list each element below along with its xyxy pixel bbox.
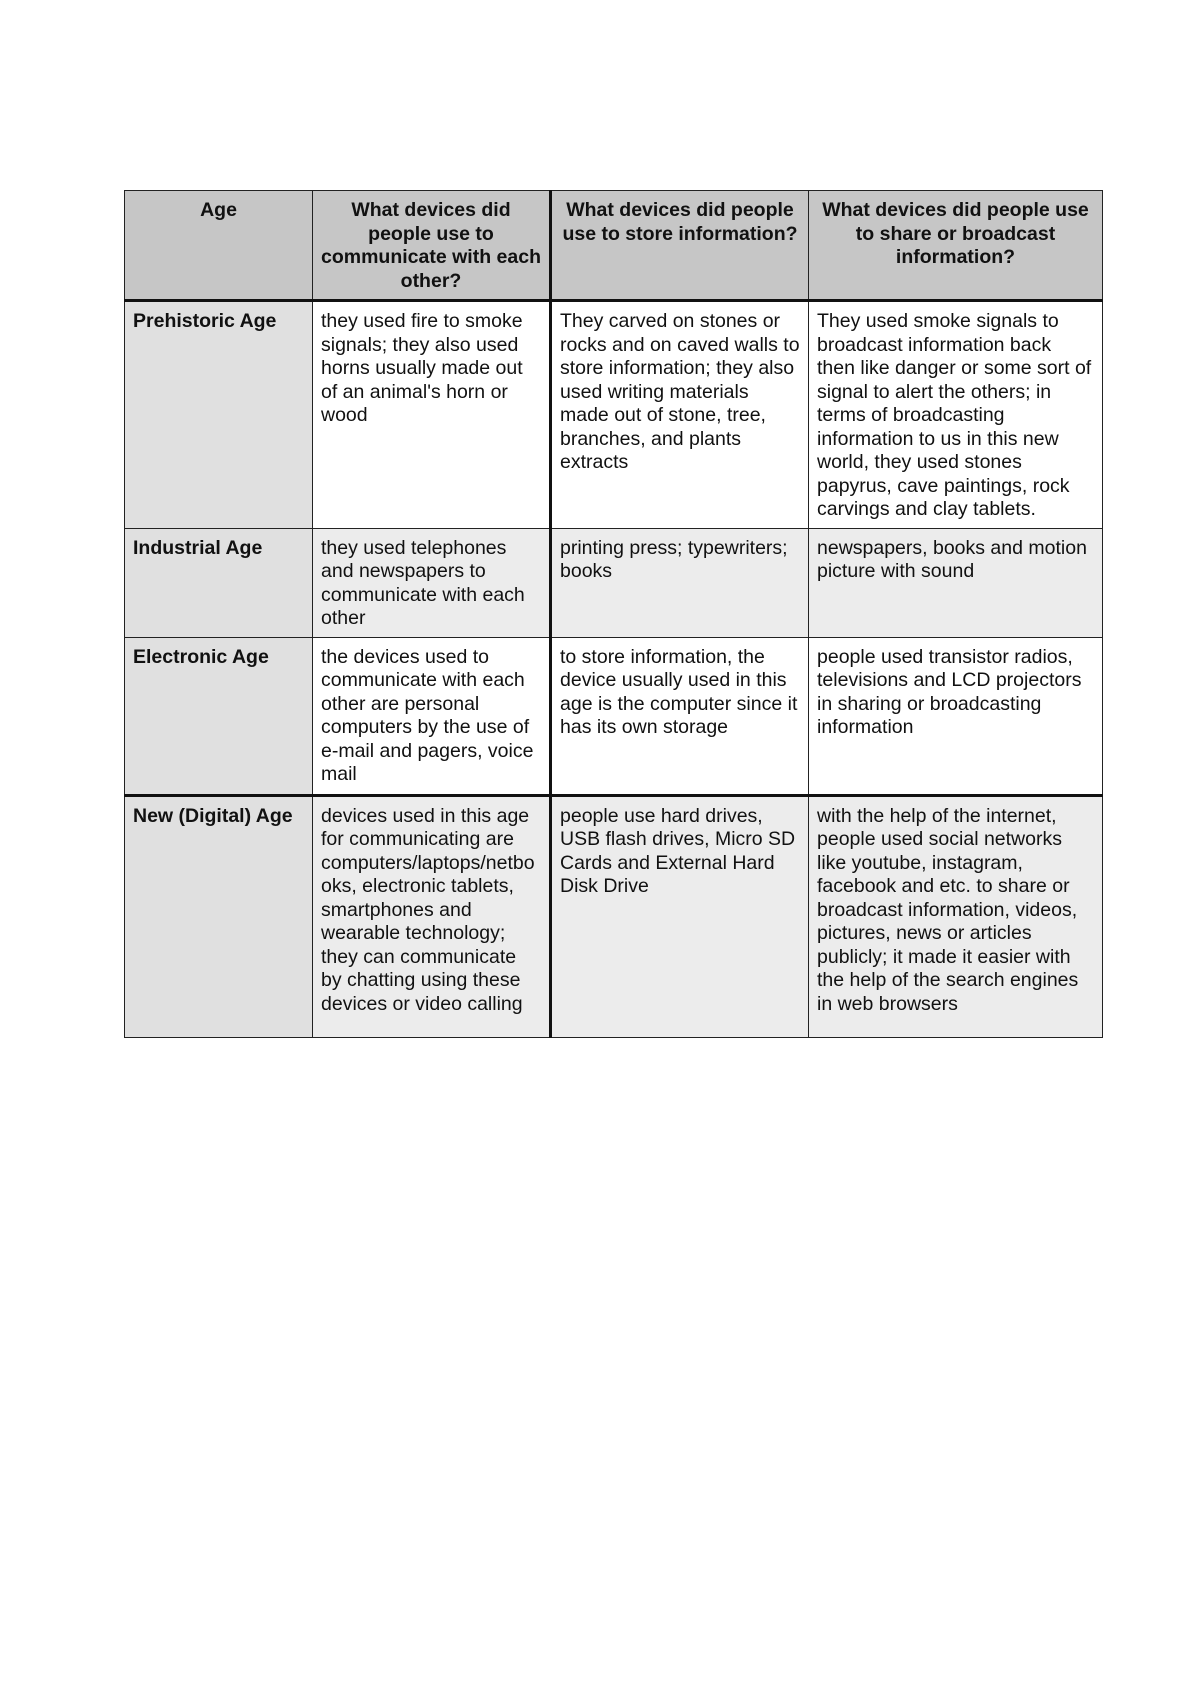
row-age-label: New (Digital) Age: [125, 795, 313, 1037]
table-row: [125, 301, 1103, 529]
cell-store: to store information, the device usually used in this age is the computer since it has its own storage: [551, 637, 809, 795]
cell-communicate: they used fire to smoke signals; they also used horns usually made out of an animal's horn or wood: [313, 301, 551, 529]
header-store: What devices did people use to store information?: [551, 191, 809, 301]
cell-communicate: the devices used to communicate with each other are personal computers by the use of e-mail and pagers, voice mail: [313, 637, 551, 795]
cell-share: people used transistor radios, televisions and LCD projectors in sharing or broadcasting information: [809, 637, 1103, 795]
row-age-label: Prehistoric Age: [125, 301, 313, 529]
cell-communicate: they used telephones and newspapers to communicate with each other: [313, 528, 551, 637]
table-header-row: [125, 191, 1103, 301]
header-share: What devices did people use to share or broadcast information?: [809, 191, 1103, 301]
devices-by-age-table: [124, 190, 1103, 1038]
cell-share: newspapers, books and motion picture with sound: [809, 528, 1103, 637]
row-age-label: Industrial Age: [125, 528, 313, 637]
cell-share: They used smoke signals to broadcast information back then like danger or some sort of signal to alert the others; in terms of broadcasting information to us in this new world, they used stones papyrus, cave paintings, rock carvings and clay tablets.: [809, 301, 1103, 529]
row-age-label: Electronic Age: [125, 637, 313, 795]
table-row: [125, 795, 1103, 1037]
header-age: Age: [125, 191, 313, 301]
table-row: [125, 637, 1103, 795]
cell-store: printing press; typewriters; books: [551, 528, 809, 637]
cell-communicate: devices used in this age for communicating are computers/laptops/netbooks, electronic tablets, smartphones and wearable technology; they can communicate by chatting using these devices or video calling: [313, 795, 551, 1037]
cell-store: people use hard drives, USB flash drives, Micro SD Cards and External Hard Disk Drive: [551, 795, 809, 1037]
cell-share: with the help of the internet, people used social networks like youtube, instagram, facebook and etc. to share or broadcast information, videos, pictures, news or articles publicly; it made it easier with the help of the search engines in web browsers: [809, 795, 1103, 1037]
header-communicate: What devices did people use to communicate with each other?: [313, 191, 551, 301]
cell-store: They carved on stones or rocks and on caved walls to store information; they also used writing materials made out of stone, tree, branches, and plants extracts: [551, 301, 809, 529]
table-row: [125, 528, 1103, 637]
